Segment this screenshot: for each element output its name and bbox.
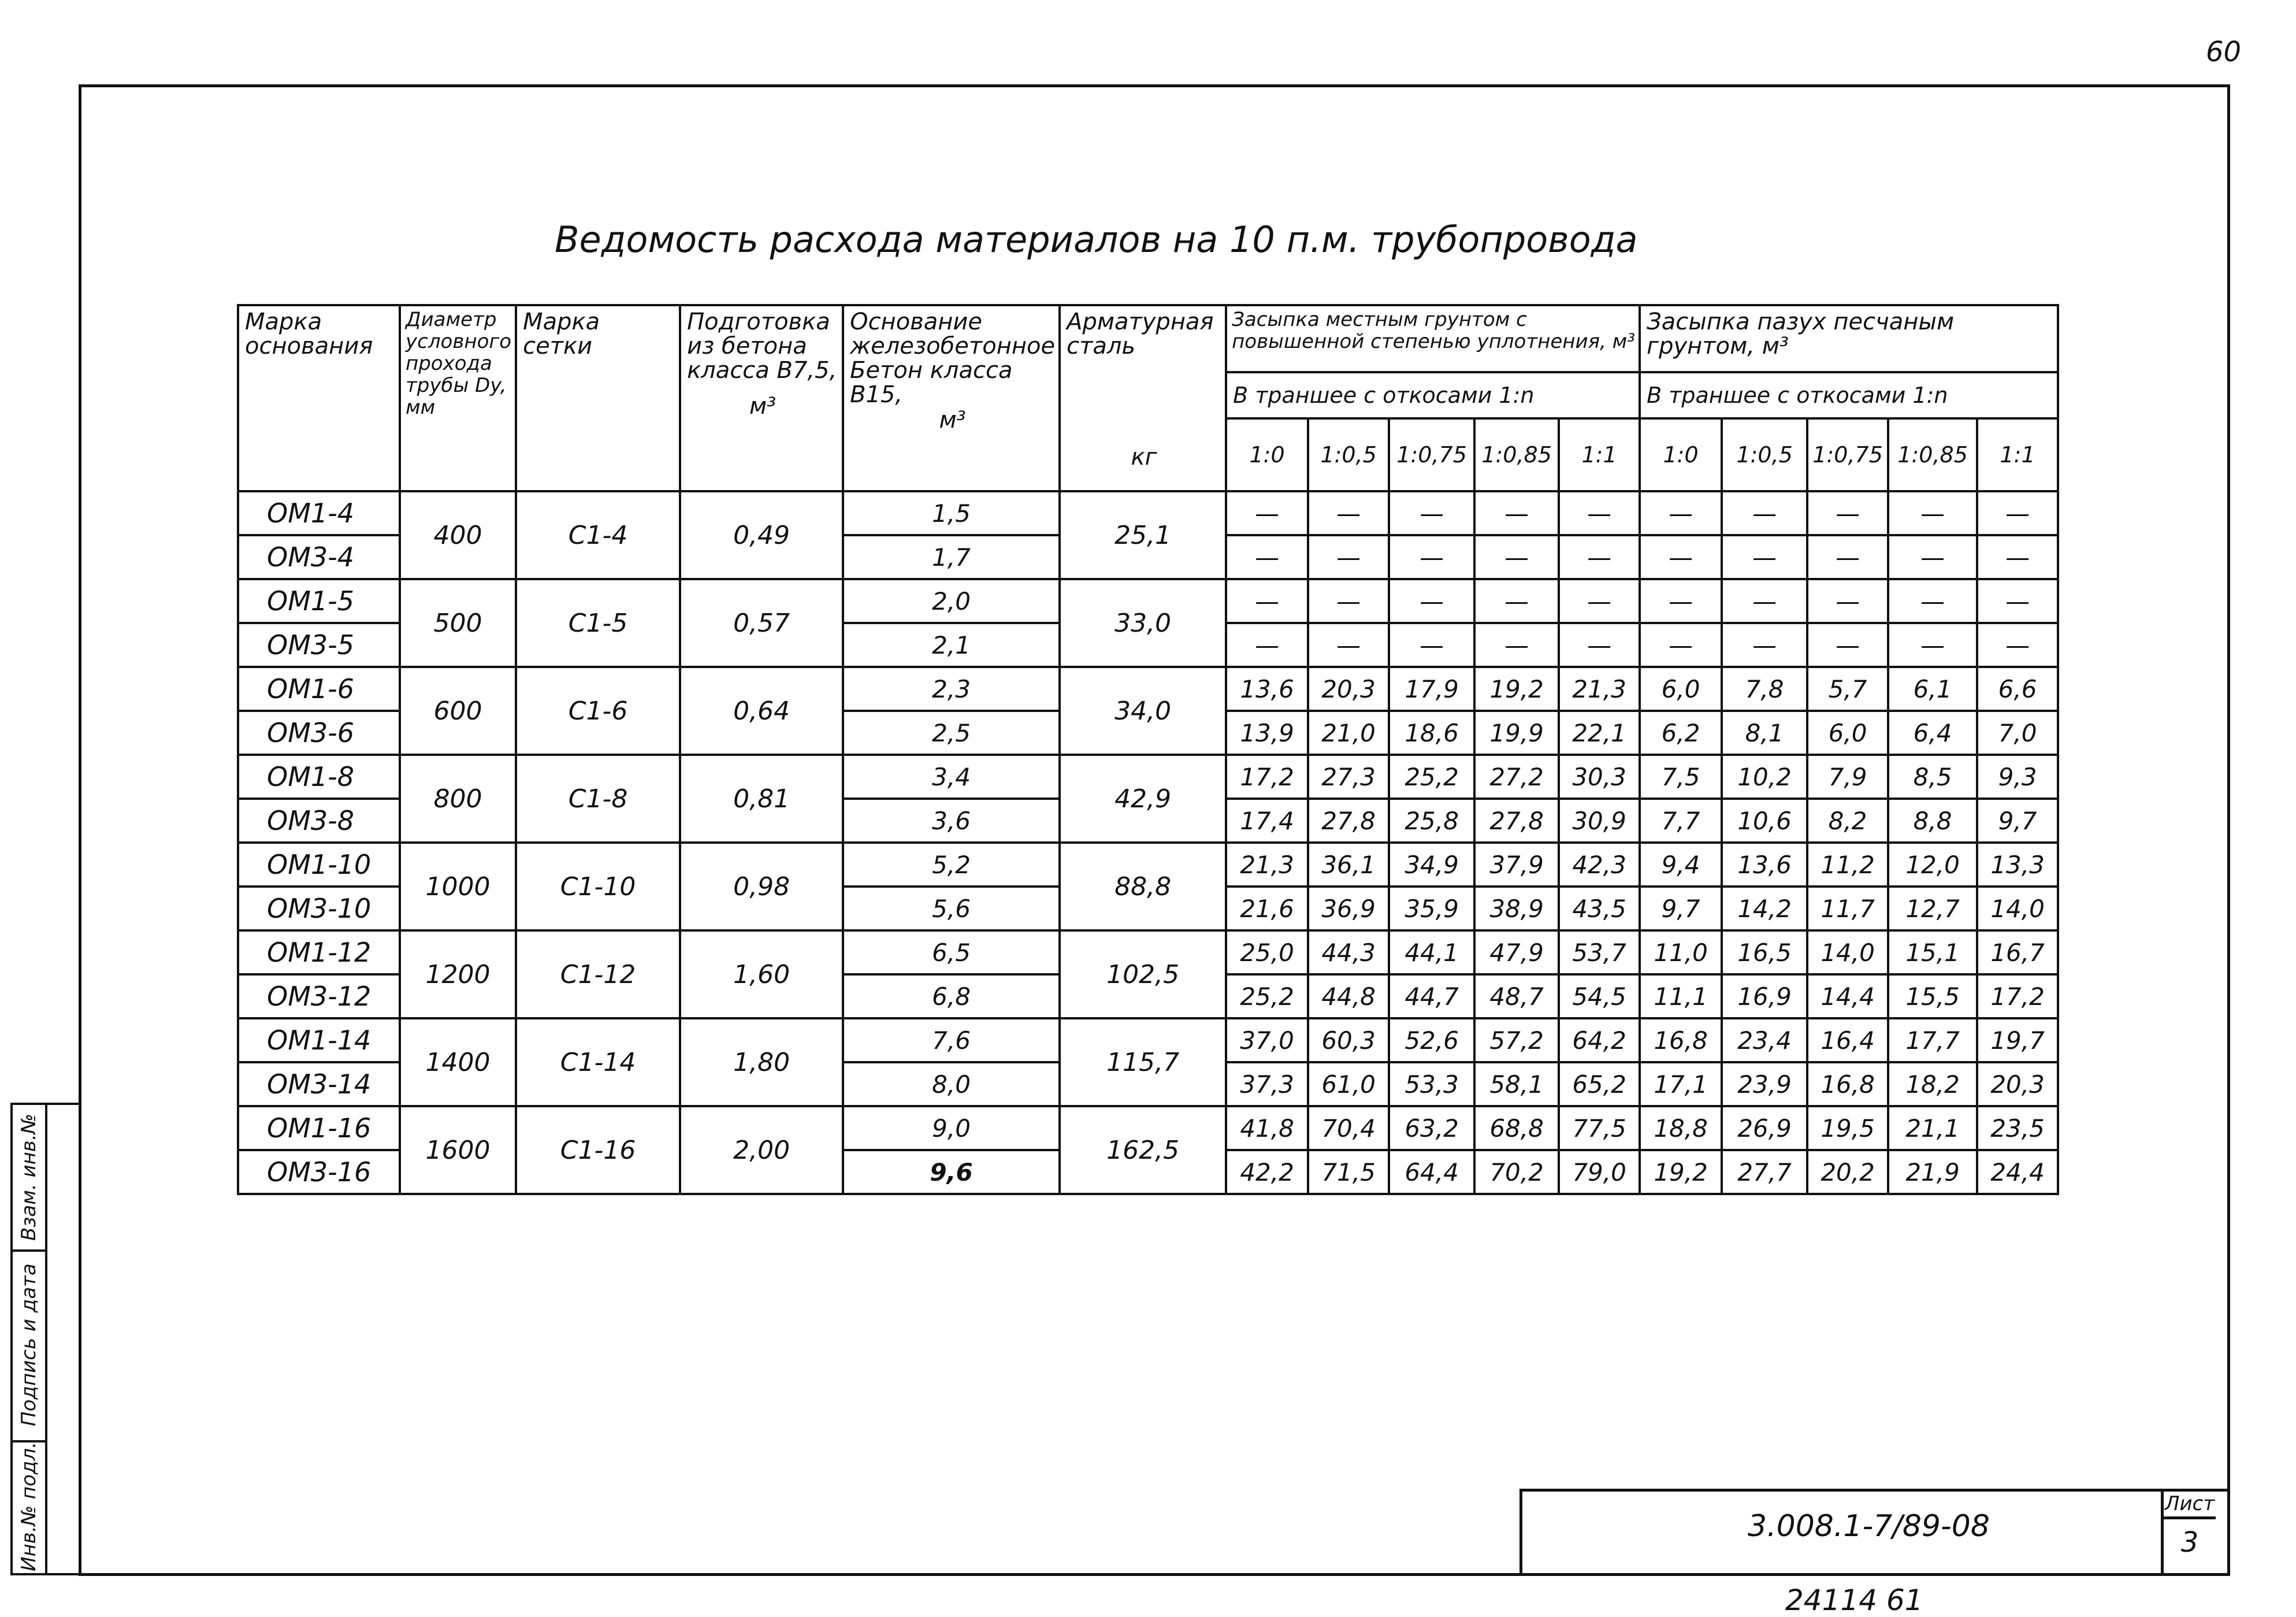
cell-diametr: 1000	[400, 843, 516, 930]
cell-zasypka-mestnym: 27,2	[1474, 755, 1559, 799]
cell-zasypka-mestnym: 25,0	[1226, 930, 1308, 974]
cell-zasypka-mestnym: 19,2	[1474, 667, 1559, 711]
cell-zasypka-mestnym: 61,0	[1308, 1062, 1389, 1106]
cell-zasypka-mestnym: 53,7	[1559, 930, 1640, 974]
cell-zasypka-pazuh: 7,5	[1640, 755, 1722, 799]
cell-zasypka-mestnym: 68,8	[1474, 1106, 1559, 1150]
cell-zasypka-mestnym: 43,5	[1559, 887, 1640, 930]
cell-zasypka-pazuh: 6,4	[1888, 711, 1977, 755]
cell-armatura: 34,0	[1060, 667, 1226, 755]
cell-zasypka-mestnym: —	[1559, 491, 1640, 535]
cell-zasypka-pazuh: 23,5	[1977, 1106, 2058, 1150]
cell-zasypka-mestnym: —	[1226, 491, 1308, 535]
cell-zasypka-pazuh: 27,7	[1722, 1150, 1807, 1194]
cell-osnovanie: 6,5	[843, 930, 1060, 974]
cell-marka-osnovaniya: ОМ3-8	[238, 799, 400, 843]
cell-zasypka-mestnym: 30,9	[1559, 799, 1640, 843]
cell-zasypka-mestnym: 48,7	[1474, 974, 1559, 1018]
header-transhee-sand: В траншее с откосами 1:n	[1640, 372, 2058, 418]
cell-zasypka-pazuh: 11,0	[1640, 930, 1722, 974]
header-armatura-label: Арматурная сталь	[1067, 309, 1214, 359]
cell-zasypka-mestnym: 70,2	[1474, 1150, 1559, 1194]
cell-zasypka-pazuh: 17,2	[1977, 974, 2058, 1018]
cell-zasypka-pazuh: 8,1	[1722, 711, 1807, 755]
cell-zasypka-pazuh: 9,4	[1640, 843, 1722, 887]
cell-marka-setki: С1-8	[516, 755, 680, 843]
cell-zasypka-pazuh: 14,4	[1807, 974, 1888, 1018]
header-armatura	[1060, 305, 1226, 491]
cell-armatura: 42,9	[1060, 755, 1226, 843]
cell-marka-osnovaniya: ОМ1-4	[238, 491, 400, 535]
slope-sand-4: 1:1	[1977, 418, 2058, 491]
stamp-label-vzam-inv: Взам. инв.№	[17, 1113, 41, 1241]
cell-zasypka-mestnym: 17,9	[1389, 667, 1474, 711]
slope-local-2: 1:0,75	[1389, 418, 1474, 491]
cell-zasypka-pazuh: 6,0	[1807, 711, 1888, 755]
cell-zasypka-pazuh: —	[1722, 623, 1807, 667]
cell-marka-setki: С1-16	[516, 1106, 680, 1194]
cell-armatura: 25,1	[1060, 491, 1226, 579]
cell-zasypka-pazuh: —	[1640, 623, 1722, 667]
cell-marka-setki: С1-5	[516, 579, 680, 667]
cell-zasypka-mestnym: 13,9	[1226, 711, 1308, 755]
cell-zasypka-pazuh: 19,5	[1807, 1106, 1888, 1150]
stamp-label-podpis-data: Подпись и дата	[17, 1263, 41, 1426]
cell-osnovanie: 9,6	[843, 1150, 1060, 1194]
table-row	[238, 667, 2058, 711]
cell-osnovanie: 1,5	[843, 491, 1060, 535]
cell-podgotovka: 0,57	[680, 579, 843, 667]
cell-marka-osnovaniya: ОМ3-12	[238, 974, 400, 1018]
cell-zasypka-pazuh: 15,1	[1888, 930, 1977, 974]
page-number: 60	[2206, 36, 2242, 68]
cell-zasypka-mestnym: 58,1	[1474, 1062, 1559, 1106]
cell-zasypka-pazuh: 6,1	[1888, 667, 1977, 711]
cell-zasypka-mestnym: 41,8	[1226, 1106, 1308, 1150]
cell-zasypka-mestnym: 18,6	[1389, 711, 1474, 755]
table-row	[238, 843, 2058, 887]
cell-zasypka-pazuh: 20,3	[1977, 1062, 2058, 1106]
cell-zasypka-pazuh: 7,0	[1977, 711, 2058, 755]
cell-marka-setki: С1-14	[516, 1018, 680, 1106]
cell-zasypka-pazuh: 12,7	[1888, 887, 1977, 930]
cell-zasypka-mestnym: —	[1389, 535, 1474, 579]
cell-zasypka-pazuh: —	[1977, 535, 2058, 579]
cell-zasypka-pazuh: 23,9	[1722, 1062, 1807, 1106]
slope-sand-1: 1:0,5	[1722, 418, 1807, 491]
cell-zasypka-pazuh: 9,7	[1640, 887, 1722, 930]
cell-zasypka-mestnym: 25,8	[1389, 799, 1474, 843]
cell-zasypka-mestnym: 57,2	[1474, 1018, 1559, 1062]
cell-marka-osnovaniya: ОМ1-8	[238, 755, 400, 799]
cell-zasypka-pazuh: —	[1722, 535, 1807, 579]
cell-zasypka-pazuh: 13,6	[1722, 843, 1807, 887]
title-block	[1519, 1489, 2230, 1576]
cell-zasypka-pazuh: 13,3	[1977, 843, 2058, 887]
cell-zasypka-mestnym: 60,3	[1308, 1018, 1389, 1062]
cell-osnovanie: 3,4	[843, 755, 1060, 799]
cell-zasypka-mestnym: 22,1	[1559, 711, 1640, 755]
cell-zasypka-pazuh: 6,2	[1640, 711, 1722, 755]
cell-marka-osnovaniya: ОМ1-10	[238, 843, 400, 887]
document-code: 3.008.1-7/89-08	[1748, 1509, 1990, 1544]
cell-armatura: 162,5	[1060, 1106, 1226, 1194]
side-stamp-strip	[10, 1103, 79, 1575]
cell-zasypka-mestnym: 44,3	[1308, 930, 1389, 974]
cell-diametr: 1600	[400, 1106, 516, 1194]
cell-zasypka-mestnym: 21,3	[1226, 843, 1308, 887]
cell-osnovanie: 2,0	[843, 579, 1060, 623]
cell-zasypka-pazuh: 6,0	[1640, 667, 1722, 711]
cell-zasypka-pazuh: 16,4	[1807, 1018, 1888, 1062]
table-row	[238, 491, 2058, 535]
cell-diametr: 1200	[400, 930, 516, 1018]
header-zasypka-pazuh: Засыпка пазух песчаным грунтом, м³	[1640, 305, 2058, 372]
cell-zasypka-mestnym: —	[1389, 623, 1474, 667]
cell-zasypka-mestnym: 42,2	[1226, 1150, 1308, 1194]
cell-zasypka-pazuh: 10,6	[1722, 799, 1807, 843]
cell-zasypka-pazuh: 5,7	[1807, 667, 1888, 711]
cell-zasypka-pazuh: 8,2	[1807, 799, 1888, 843]
cell-zasypka-mestnym: 64,2	[1559, 1018, 1640, 1062]
header-osnovanie-label: Основание железобетонное Бетон класса В15,	[850, 309, 1056, 408]
stamp-strip-divider	[45, 1105, 47, 1573]
cell-zasypka-mestnym: 35,9	[1389, 887, 1474, 930]
cell-zasypka-pazuh: —	[1888, 535, 1977, 579]
cell-zasypka-pazuh: 7,7	[1640, 799, 1722, 843]
cell-zasypka-mestnym: —	[1474, 535, 1559, 579]
cell-marka-osnovaniya: ОМ3-5	[238, 623, 400, 667]
cell-zasypka-mestnym: 19,9	[1474, 711, 1559, 755]
page-title: Ведомость расхода материалов на 10 п.м. трубопровода	[555, 218, 1638, 261]
cell-zasypka-pazuh: 19,7	[1977, 1018, 2058, 1062]
cell-zasypka-mestnym: 65,2	[1559, 1062, 1640, 1106]
cell-zasypka-pazuh: —	[1977, 579, 2058, 623]
cell-zasypka-pazuh: —	[1807, 491, 1888, 535]
cell-zasypka-mestnym: —	[1308, 623, 1389, 667]
cell-armatura: 33,0	[1060, 579, 1226, 667]
cell-marka-osnovaniya: ОМ3-16	[238, 1150, 400, 1194]
cell-zasypka-mestnym: 36,1	[1308, 843, 1389, 887]
cell-zasypka-mestnym: 63,2	[1389, 1106, 1474, 1150]
cell-zasypka-mestnym: 47,9	[1474, 930, 1559, 974]
cell-zasypka-pazuh: —	[1722, 579, 1807, 623]
header-marka-osnovaniya: Марка основания	[238, 305, 400, 491]
cell-zasypka-mestnym: 42,3	[1559, 843, 1640, 887]
cell-zasypka-mestnym: 27,3	[1308, 755, 1389, 799]
cell-zasypka-mestnym: 64,4	[1389, 1150, 1474, 1194]
cell-marka-osnovaniya: ОМ3-6	[238, 711, 400, 755]
header-diametr: Диаметр условного прохода трубы Dy, мм	[400, 305, 516, 491]
cell-zasypka-mestnym: 21,3	[1559, 667, 1640, 711]
cell-zasypka-pazuh: 17,7	[1888, 1018, 1977, 1062]
cell-marka-osnovaniya: ОМ1-12	[238, 930, 400, 974]
table-row	[238, 579, 2058, 623]
cell-osnovanie: 6,8	[843, 974, 1060, 1018]
cell-zasypka-mestnym: 37,0	[1226, 1018, 1308, 1062]
header-osnovanie	[843, 305, 1060, 491]
slope-local-3: 1:0,85	[1474, 418, 1559, 491]
cell-zasypka-mestnym: 30,3	[1559, 755, 1640, 799]
cell-marka-osnovaniya: ОМ1-14	[238, 1018, 400, 1062]
cell-zasypka-mestnym: 13,6	[1226, 667, 1308, 711]
table-row	[238, 1106, 2058, 1150]
cell-osnovanie: 7,6	[843, 1018, 1060, 1062]
cell-marka-setki: С1-12	[516, 930, 680, 1018]
cell-diametr: 800	[400, 755, 516, 843]
cell-zasypka-pazuh: —	[1807, 623, 1888, 667]
cell-zasypka-pazuh: 7,9	[1807, 755, 1888, 799]
table-row	[238, 755, 2058, 799]
cell-zasypka-pazuh: 24,4	[1977, 1150, 2058, 1194]
header-podgotovka	[680, 305, 843, 491]
cell-zasypka-pazuh: 9,3	[1977, 755, 2058, 799]
cell-zasypka-pazuh: 21,1	[1888, 1106, 1977, 1150]
cell-zasypka-pazuh: 23,4	[1722, 1018, 1807, 1062]
cell-zasypka-mestnym: —	[1308, 535, 1389, 579]
cell-zasypka-pazuh: 26,9	[1722, 1106, 1807, 1150]
cell-zasypka-pazuh: 11,2	[1807, 843, 1888, 887]
cell-zasypka-mestnym: 21,6	[1226, 887, 1308, 930]
cell-zasypka-pazuh: —	[1977, 491, 2058, 535]
cell-zasypka-pazuh: 14,2	[1722, 887, 1807, 930]
cell-zasypka-mestnym: 17,2	[1226, 755, 1308, 799]
materials-table-wrap	[237, 304, 2059, 1195]
cell-zasypka-pazuh: 16,5	[1722, 930, 1807, 974]
cell-marka-setki: С1-4	[516, 491, 680, 579]
cell-zasypka-pazuh: —	[1888, 623, 1977, 667]
cell-zasypka-pazuh: 21,9	[1888, 1150, 1977, 1194]
cell-osnovanie: 5,2	[843, 843, 1060, 887]
cell-podgotovka: 1,60	[680, 930, 843, 1018]
cell-zasypka-pazuh: 11,1	[1640, 974, 1722, 1018]
cell-zasypka-mestnym: —	[1226, 579, 1308, 623]
header-podgotovka-unit: м³	[749, 393, 777, 420]
cell-zasypka-mestnym: 27,8	[1474, 799, 1559, 843]
cell-zasypka-pazuh: —	[1640, 579, 1722, 623]
cell-marka-osnovaniya: ОМ3-4	[238, 535, 400, 579]
cell-zasypka-mestnym: 37,9	[1474, 843, 1559, 887]
cell-osnovanie: 2,3	[843, 667, 1060, 711]
cell-zasypka-pazuh: 18,8	[1640, 1106, 1722, 1150]
cell-osnovanie: 8,0	[843, 1062, 1060, 1106]
cell-zasypka-pazuh: 10,2	[1722, 755, 1807, 799]
cell-zasypka-mestnym: 25,2	[1226, 974, 1308, 1018]
cell-zasypka-mestnym: —	[1559, 535, 1640, 579]
cell-marka-setki: С1-6	[516, 667, 680, 755]
cell-zasypka-pazuh: 8,5	[1888, 755, 1977, 799]
cell-zasypka-mestnym: —	[1389, 491, 1474, 535]
archive-number: 24114 61	[1785, 1583, 1923, 1617]
cell-zasypka-pazuh: 9,7	[1977, 799, 2058, 843]
cell-zasypka-pazuh: 8,8	[1888, 799, 1977, 843]
table-row	[238, 930, 2058, 974]
stamp-cell-vzam	[13, 1105, 45, 1252]
cell-podgotovka: 2,00	[680, 1106, 843, 1194]
header-osnovanie-unit: м³	[939, 407, 966, 433]
cell-zasypka-mestnym: 52,6	[1389, 1018, 1474, 1062]
cell-marka-osnovaniya: ОМ1-6	[238, 667, 400, 711]
cell-osnovanie: 3,6	[843, 799, 1060, 843]
cell-zasypka-mestnym: —	[1389, 579, 1474, 623]
cell-zasypka-mestnym: —	[1474, 491, 1559, 535]
cell-zasypka-pazuh: 17,1	[1640, 1062, 1722, 1106]
stamp-label-inv-podl: Инв.№ подл.	[17, 1442, 41, 1571]
slope-local-1: 1:0,5	[1308, 418, 1389, 491]
cell-zasypka-mestnym: 54,5	[1559, 974, 1640, 1018]
cell-zasypka-mestnym: —	[1474, 623, 1559, 667]
cell-zasypka-mestnym: 37,3	[1226, 1062, 1308, 1106]
cell-osnovanie: 9,0	[843, 1106, 1060, 1150]
cell-podgotovka: 1,80	[680, 1018, 843, 1106]
cell-zasypka-mestnym: 20,3	[1308, 667, 1389, 711]
header-marka-setki: Марка сетки	[516, 305, 680, 491]
cell-zasypka-pazuh: —	[1888, 491, 1977, 535]
cell-zasypka-pazuh: 15,5	[1888, 974, 1977, 1018]
cell-zasypka-mestnym: —	[1559, 579, 1640, 623]
cell-zasypka-mestnym: 53,3	[1389, 1062, 1474, 1106]
cell-zasypka-mestnym: 77,5	[1559, 1106, 1640, 1150]
cell-zasypka-mestnym: 71,5	[1308, 1150, 1389, 1194]
cell-zasypka-pazuh: 16,7	[1977, 930, 2058, 974]
cell-zasypka-mestnym: —	[1308, 491, 1389, 535]
cell-zasypka-pazuh: 16,9	[1722, 974, 1807, 1018]
cell-zasypka-mestnym: 27,8	[1308, 799, 1389, 843]
sheet-label: Лист	[2161, 1490, 2216, 1519]
cell-zasypka-mestnym: 79,0	[1559, 1150, 1640, 1194]
cell-armatura: 115,7	[1060, 1018, 1226, 1106]
slope-sand-3: 1:0,85	[1888, 418, 1977, 491]
slope-sand-2: 1:0,75	[1807, 418, 1888, 491]
cell-armatura: 102,5	[1060, 930, 1226, 1018]
cell-zasypka-mestnym: —	[1226, 535, 1308, 579]
cell-podgotovka: 0,64	[680, 667, 843, 755]
cell-zasypka-pazuh: 11,7	[1807, 887, 1888, 930]
cell-zasypka-pazuh: 6,6	[1977, 667, 2058, 711]
slope-local-0: 1:0	[1226, 418, 1308, 491]
cell-zasypka-mestnym: 44,8	[1308, 974, 1389, 1018]
cell-zasypka-pazuh: —	[1888, 579, 1977, 623]
cell-zasypka-pazuh: 16,8	[1807, 1062, 1888, 1106]
cell-zasypka-pazuh: 16,8	[1640, 1018, 1722, 1062]
cell-zasypka-pazuh: —	[1807, 579, 1888, 623]
header-transhee-local: В траншее с откосами 1:n	[1226, 372, 1640, 418]
cell-diametr: 500	[400, 579, 516, 667]
cell-zasypka-pazuh: —	[1640, 535, 1722, 579]
cell-armatura: 88,8	[1060, 843, 1226, 930]
cell-zasypka-mestnym: 70,4	[1308, 1106, 1389, 1150]
cell-podgotovka: 0,98	[680, 843, 843, 930]
cell-zasypka-mestnym: —	[1308, 579, 1389, 623]
cell-zasypka-pazuh: —	[1807, 535, 1888, 579]
sheet-number: 3	[2161, 1519, 2216, 1576]
cell-zasypka-mestnym: 34,9	[1389, 843, 1474, 887]
table-row	[238, 1018, 2058, 1062]
cell-zasypka-pazuh: 14,0	[1807, 930, 1888, 974]
header-armatura-unit: кг	[1131, 444, 1157, 470]
cell-zasypka-pazuh: 18,2	[1888, 1062, 1977, 1106]
slope-sand-0: 1:0	[1640, 418, 1722, 491]
cell-zasypka-pazuh: —	[1640, 491, 1722, 535]
cell-marka-setki: С1-10	[516, 843, 680, 930]
cell-zasypka-mestnym: 44,1	[1389, 930, 1474, 974]
header-podgotovka-label: Подготовка из бетона класса В7,5,	[687, 309, 837, 384]
cell-diametr: 400	[400, 491, 516, 579]
cell-osnovanie: 5,6	[843, 887, 1060, 930]
cell-marka-osnovaniya: ОМ3-14	[238, 1062, 400, 1106]
cell-zasypka-mestnym: —	[1226, 623, 1308, 667]
cell-osnovanie: 2,5	[843, 711, 1060, 755]
cell-zasypka-mestnym: 36,9	[1308, 887, 1389, 930]
materials-table	[237, 304, 2059, 1195]
cell-zasypka-mestnym: —	[1559, 623, 1640, 667]
cell-zasypka-pazuh: 14,0	[1977, 887, 2058, 930]
cell-zasypka-pazuh: 7,8	[1722, 667, 1807, 711]
cell-marka-osnovaniya: ОМ1-16	[238, 1106, 400, 1150]
cell-zasypka-mestnym: —	[1474, 579, 1559, 623]
stamp-cell-inv	[13, 1440, 45, 1573]
slope-local-4: 1:1	[1559, 418, 1640, 491]
cell-zasypka-mestnym: 38,9	[1474, 887, 1559, 930]
cell-diametr: 1400	[400, 1018, 516, 1106]
cell-zasypka-mestnym: 25,2	[1389, 755, 1474, 799]
cell-zasypka-pazuh: 20,2	[1807, 1150, 1888, 1194]
cell-zasypka-pazuh: 12,0	[1888, 843, 1977, 887]
cell-marka-osnovaniya: ОМ1-5	[238, 579, 400, 623]
cell-zasypka-mestnym: 44,7	[1389, 974, 1474, 1018]
cell-osnovanie: 2,1	[843, 623, 1060, 667]
cell-osnovanie: 1,7	[843, 535, 1060, 579]
cell-zasypka-mestnym: 21,0	[1308, 711, 1389, 755]
cell-zasypka-pazuh: 19,2	[1640, 1150, 1722, 1194]
cell-zasypka-pazuh: —	[1722, 491, 1807, 535]
cell-marka-osnovaniya: ОМ3-10	[238, 887, 400, 930]
cell-zasypka-pazuh: —	[1977, 623, 2058, 667]
cell-podgotovka: 0,81	[680, 755, 843, 843]
cell-diametr: 600	[400, 667, 516, 755]
stamp-cell-podpis	[13, 1249, 45, 1442]
header-zasypka-mestnym: Засыпка местным грунтом с повышенной степенью уплотнения, м³	[1226, 305, 1640, 372]
cell-zasypka-mestnym: 17,4	[1226, 799, 1308, 843]
materials-table-body	[238, 491, 2058, 1194]
cell-podgotovka: 0,49	[680, 491, 843, 579]
